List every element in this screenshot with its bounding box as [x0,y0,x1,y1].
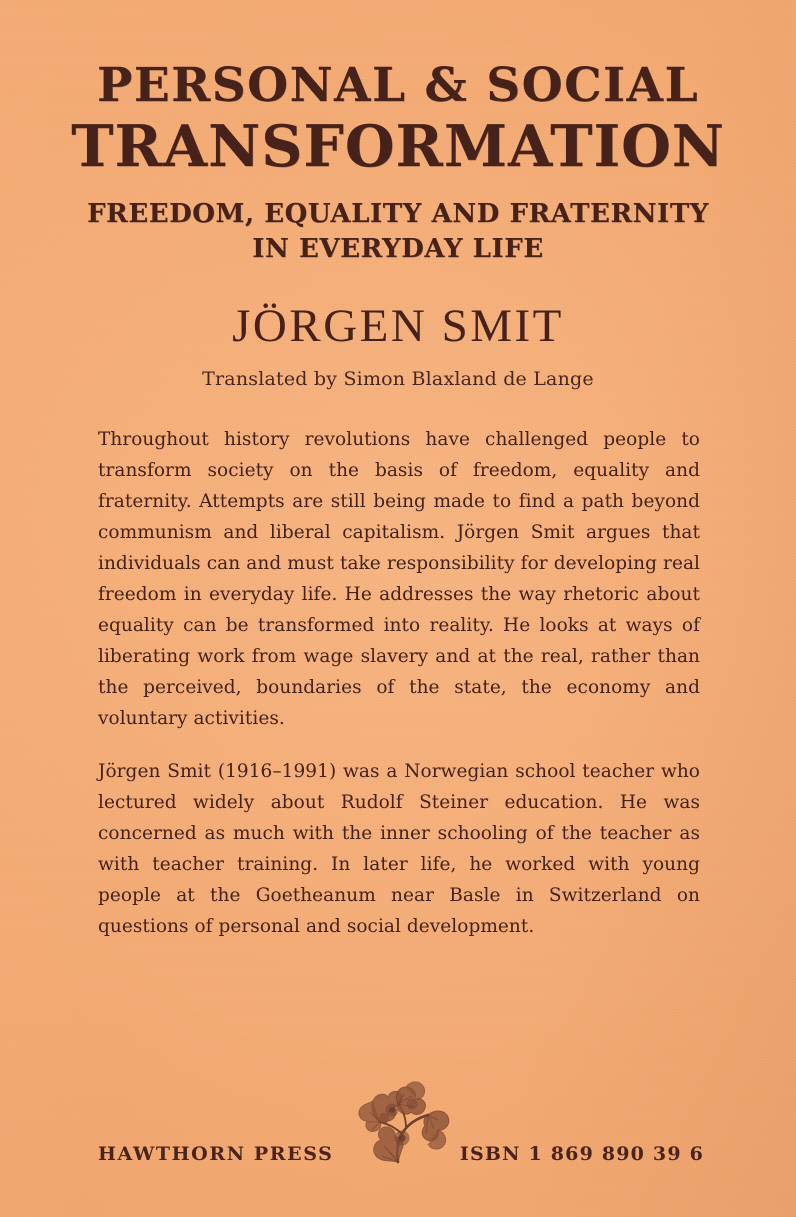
translator-credit: Translated by Simon Blaxland de Lange [202,368,594,391]
book-subtitle-line-1: FREEDOM, EQUALITY AND FRATERNITY [87,199,709,229]
title-block [0,58,796,266]
author-name: JÖRGEN SMIT [232,300,564,352]
blurb-paragraph-2: Jörgen Smit (1916–1991) was a Norwegian school teacher who lectured widely about Rudolf Steiner education. He was concerned as much with the inner schooling of the teacher as with teacher training. In later life, he worked with young people at the Goetheanum near Basle in Switzerland on questions of personal and social development. [98,761,700,937]
blurb-paragraph-1: Throughout history revolutions have challenged people to transform society on the basis of freedom, equality and fraternity. Attempts are still being made to find a path beyond communism and liberal capitalism. Jörgen Smit argues that individuals can and must take responsibility for developing real freedom in everyday life. He addresses the way rhetoric about equality can be transformed into reality. He looks at ways of liberating work from wage slavery and at the real, rather than the perceived, boundaries of the state, the economy and voluntary activities. [98,429,700,729]
back-cover-blurb [98,424,700,942]
cover-footer [0,1067,796,1187]
isbn-text: ISBN 1 869 890 39 6 [459,1143,704,1165]
hawthorn-branch-logo [340,1074,456,1182]
author-block [0,302,796,390]
book-subtitle [0,197,796,266]
book-subtitle-line-2: IN EVERYDAY LIFE [252,233,544,264]
publisher-name: HAWTHORN PRESS [98,1143,334,1165]
book-title-line-2: TRANSFORMATION [71,113,725,180]
book-title-line-1: PERSONAL & SOCIAL [96,58,700,113]
